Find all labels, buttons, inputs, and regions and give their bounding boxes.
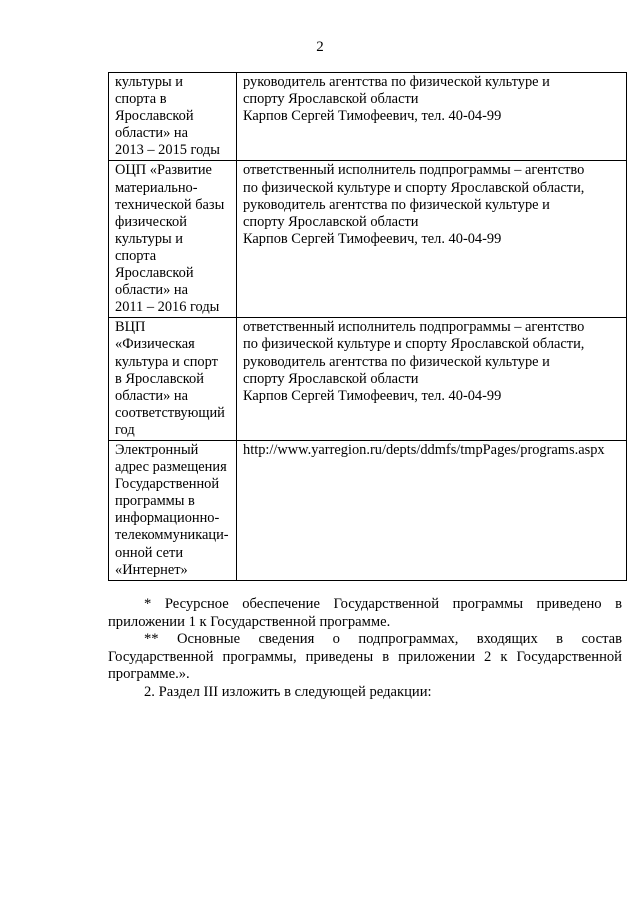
program-info-table (108, 72, 627, 581)
cell-line: материально- (115, 179, 198, 196)
cell-line: ОЦП «Развитие (115, 162, 212, 179)
cell-line: Карпов Сергей Тимофеевич, тел. 40-04-99 (243, 387, 502, 404)
table-cell-value (237, 318, 627, 441)
table-cell-item (109, 161, 237, 318)
cell-line: области» на (115, 387, 188, 404)
cell-line: спорта (115, 247, 157, 264)
cell-line: в Ярославской (115, 370, 204, 387)
cell-line: руководитель агентства по физической культуре и (243, 74, 550, 90)
cell-line: культуры и (115, 230, 184, 247)
table-cell-value (237, 440, 627, 580)
cell-line: Карпов Сергей Тимофеевич, тел. 40-04-99 (243, 108, 502, 125)
cell-line: онной сети (115, 544, 184, 561)
cell-line: адрес размещения (115, 459, 227, 476)
cell-line: соответствующий (115, 404, 225, 421)
cell-line: культура и спорт (115, 353, 218, 370)
table-cell-item (109, 318, 237, 441)
page-number: 2 (316, 39, 324, 55)
cell-line: спорту Ярославской области (243, 91, 419, 108)
cell-line: год (115, 421, 135, 438)
cell-line: руководитель агентства по физической культуре и (243, 353, 550, 370)
cell-line: культуры и (115, 74, 184, 90)
cell-line: «Интернет» (115, 561, 188, 578)
cell-line: области» на (115, 125, 188, 142)
table-cell-item (109, 440, 237, 580)
cell-line: информационно- (115, 510, 220, 527)
cell-line: ответственный исполнитель подпрограммы – агентство (243, 319, 585, 336)
cell-line: по физической культуре и спорту Ярославской области, (243, 179, 585, 196)
cell-line: Карпов Сергей Тимофеевич, тел. 40-04-99 (243, 230, 502, 247)
table-row (109, 161, 627, 318)
cell-line: по физической культуре и спорту Ярославской области, (243, 336, 585, 353)
table-row (109, 318, 627, 441)
cell-line: спорта в (115, 91, 167, 108)
cell-line: Государственной (115, 476, 220, 493)
section-iii-instruction: 2. Раздел III изложить в следующей редакции: (144, 683, 432, 700)
cell-line: Электронный (115, 441, 199, 458)
table-cell-item (109, 73, 237, 161)
cell-line: программы в (115, 493, 195, 510)
cell-line: «Физическая (115, 336, 195, 353)
cell-line: технической базы (115, 196, 225, 213)
cell-line: телекоммуникаци- (115, 527, 229, 544)
footnotes (108, 596, 622, 701)
cell-line: спорту Ярославской области (243, 213, 419, 230)
table-cell-value (237, 73, 627, 161)
table-row (109, 73, 627, 161)
footnote-subprograms: ** Основные сведения о подпрограммах, входящих в состав Государственной программы, приведены в приложении 2 к Государственной программе.». (108, 631, 622, 682)
table-cell-value (237, 161, 627, 318)
cell-line: ВЦП (115, 319, 146, 336)
cell-line: спорту Ярославской области (243, 370, 419, 387)
cell-line: 2011 – 2016 годы (115, 299, 220, 316)
cell-line: физической (115, 213, 187, 230)
cell-line: области» на (115, 282, 188, 299)
table-row (109, 440, 627, 580)
cell-line: Ярославской (115, 265, 194, 282)
cell-line: ответственный исполнитель подпрограммы – агентство (243, 162, 585, 179)
program-info-table-body (109, 73, 627, 581)
footnote-resources: * Ресурсное обеспечение Государственной программы приведено в приложении 1 к Государственной программе. (108, 596, 622, 630)
cell-line: 2013 – 2015 годы (115, 142, 220, 159)
cell-line: Ярославской (115, 108, 194, 125)
cell-line: руководитель агентства по физической культуре и (243, 196, 550, 213)
cell-line: http://www.yarregion.ru/depts/ddmfs/tmpPages/programs.aspx (243, 441, 605, 458)
